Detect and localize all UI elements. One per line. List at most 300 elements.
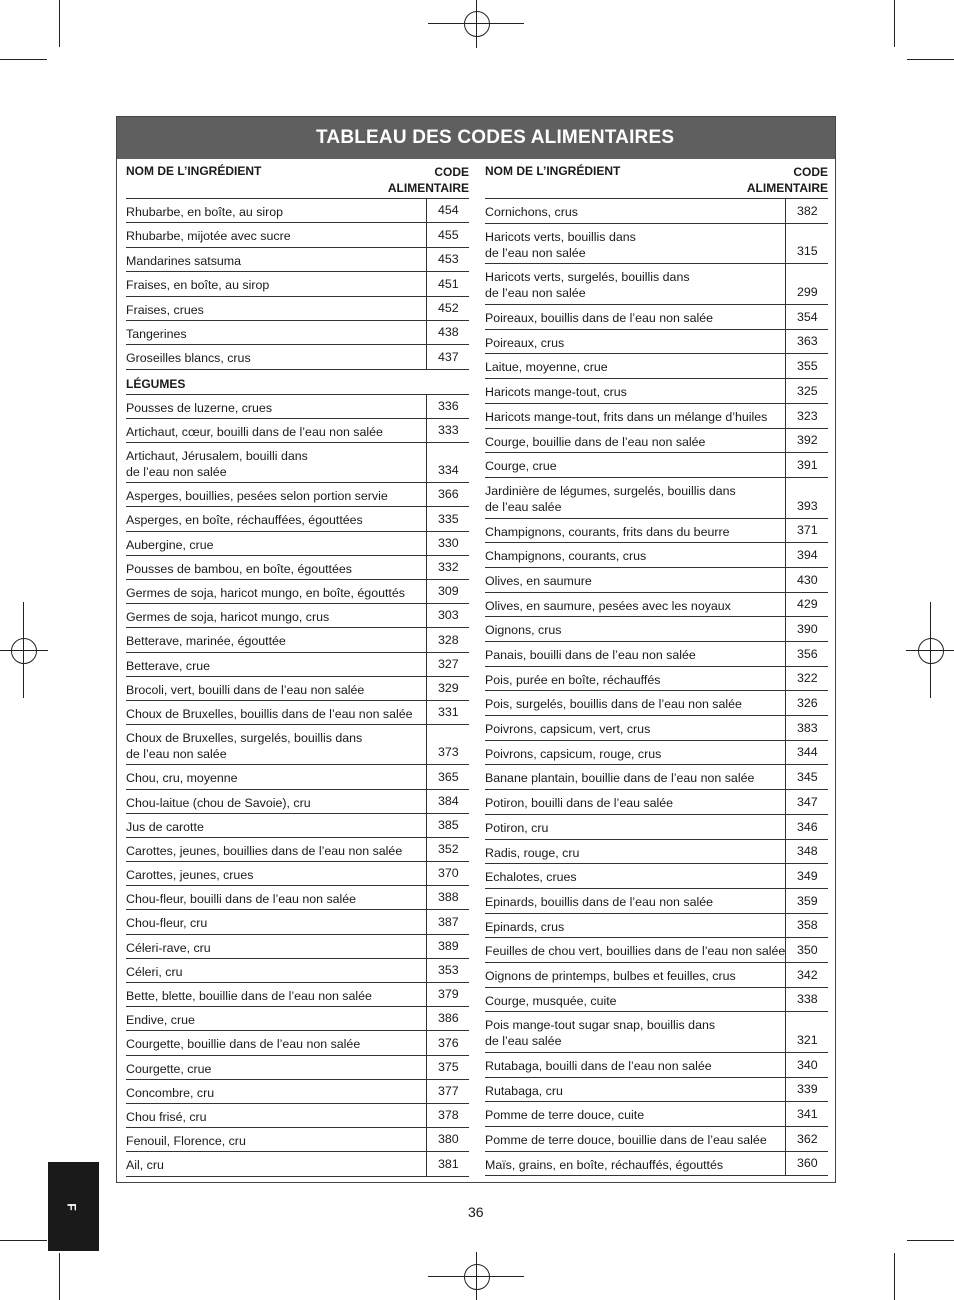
food-code-cell [785, 478, 828, 518]
food-code-cell [426, 725, 469, 764]
food-code-cell [785, 667, 828, 691]
food-code: 326 [797, 696, 818, 711]
food-code-cell [426, 910, 469, 933]
food-code: 390 [797, 622, 818, 636]
food-code: 341 [797, 1107, 818, 1122]
ingredient-name: Haricots mange-tout, crus [485, 385, 627, 400]
table-row [485, 224, 828, 265]
ingredient-name: Endive, crue [126, 1013, 195, 1028]
food-code: 379 [438, 987, 459, 1002]
food-code: 375 [438, 1059, 459, 1074]
table-row [485, 354, 828, 379]
table-row [126, 556, 469, 580]
table-row [485, 1012, 828, 1053]
food-code-cell [785, 519, 828, 543]
table-row [485, 642, 828, 667]
ingredient-name: Cornichons, crus [485, 205, 578, 219]
food-code: 360 [797, 1156, 818, 1171]
ingredient-name: Chou, cru, moyenne [126, 771, 238, 786]
food-code: 354 [797, 309, 818, 324]
ingredient-name: Asperges, en boîte, réchauffées, égouttées [126, 513, 363, 528]
food-code-cell [785, 543, 828, 567]
table-row [485, 765, 828, 790]
food-code-cell [426, 272, 469, 295]
ingredient-name: Haricots verts, surgelés, bouillis dans de l’eau non salée [485, 270, 690, 301]
food-code-cell [785, 1053, 828, 1077]
food-code-cell [426, 1104, 469, 1127]
food-code: 365 [438, 769, 459, 784]
ingredient-name: Poivrons, capsicum, rouge, crus [485, 746, 662, 761]
ingredient-name: Brocoli, vert, bouilli dans de l’eau non salée [126, 682, 365, 697]
table-row [485, 199, 828, 224]
food-code-cell [426, 959, 469, 982]
food-code-cell [785, 1127, 828, 1151]
ingredient-name: Courge, crue [485, 459, 557, 474]
food-code: 366 [438, 487, 459, 502]
food-code-cell [785, 617, 828, 641]
ingredient-name: Laitue, moyenne, crue [485, 360, 608, 375]
table-row [485, 453, 828, 478]
food-code-cell [785, 354, 828, 378]
food-code: 438 [438, 325, 459, 340]
page-number: 36 [468, 1204, 484, 1220]
crop-mark [907, 1240, 954, 1241]
ingredient-name: Pomme de terre douce, cuite [485, 1108, 645, 1123]
food-code: 346 [797, 819, 818, 834]
food-code-cell [426, 765, 469, 788]
food-code-cell [785, 642, 828, 666]
food-code: 344 [797, 745, 818, 760]
registration-circle-icon [11, 638, 37, 664]
food-code: 393 [797, 498, 818, 513]
ingredient-name: Germes de soja, haricot mungo, crus [126, 610, 330, 625]
table-row [485, 617, 828, 642]
vegetable-rows [126, 395, 469, 1177]
ingredient-name: Choux de Bruxelles, surgelés, bouillis dans de l’eau non salée [126, 731, 363, 762]
crop-mark [59, 0, 60, 47]
food-code: 455 [438, 227, 459, 242]
ingredient-name: Olives, en saumure, pesées avec les noyaux [485, 598, 731, 613]
food-code: 315 [797, 244, 818, 259]
food-code-cell [785, 1012, 828, 1052]
food-code-cell [426, 1152, 469, 1175]
table-row [126, 1007, 469, 1031]
food-code-cell [426, 248, 469, 271]
vegetable-rows [485, 199, 828, 1176]
food-code: 394 [797, 547, 818, 562]
ingredient-name: Courge, bouillie dans de l’eau non salée [485, 434, 706, 449]
food-code-cell [785, 330, 828, 354]
food-code: 384 [438, 793, 459, 808]
food-code-cell [785, 815, 828, 839]
table-row [485, 429, 828, 454]
food-code: 377 [438, 1083, 459, 1098]
ingredient-name: Aubergine, crue [126, 537, 214, 552]
food-code-cell [426, 701, 469, 724]
table-row [485, 864, 828, 889]
left-column [126, 160, 469, 1177]
food-code-cell [426, 395, 469, 418]
food-code: 376 [438, 1035, 459, 1050]
table-row [485, 988, 828, 1013]
ingredient-name: Courgette, bouillie dans de l’eau non salée [126, 1037, 361, 1052]
food-code: 358 [797, 918, 818, 933]
ingredient-name: Rhubarbe, mijotée avec sucre [126, 229, 291, 244]
food-code: 349 [797, 868, 818, 883]
ingredient-name: Panais, bouilli dans de l’eau non salée [485, 648, 696, 662]
food-code: 342 [797, 967, 818, 982]
food-code: 386 [438, 1011, 459, 1026]
food-code: 355 [797, 359, 818, 374]
food-code-cell [785, 988, 828, 1012]
ingredient-name: Champignons, courants, frits dans du beurre [485, 524, 730, 539]
ingredient-name: Epinards, bouillis dans de l’eau non salée [485, 894, 714, 909]
table-row [126, 321, 469, 345]
food-code-cell [785, 264, 828, 304]
ingredient-name: Jardinière de légumes, surgelés, bouillis dans de l’eau salée [485, 483, 736, 514]
food-code: 363 [797, 334, 818, 349]
food-code-cell [785, 963, 828, 987]
food-code: 335 [438, 511, 459, 526]
table-row [126, 1128, 469, 1152]
table-row [485, 938, 828, 963]
food-code-cell [426, 628, 469, 651]
ingredient-name: Chou-laitue (chou de Savoie), cru [126, 795, 311, 810]
food-code-cell [426, 556, 469, 579]
table-row [485, 840, 828, 865]
registration-circle-icon [464, 11, 490, 37]
food-code-cell [426, 838, 469, 861]
ingredient-name: Tangerines [126, 326, 187, 341]
food-code-cell [426, 814, 469, 837]
table-row [126, 580, 469, 604]
table-header [126, 160, 469, 199]
food-code-cell [426, 1128, 469, 1151]
food-code-cell [426, 604, 469, 627]
ingredient-name: Courgette, crue [126, 1061, 212, 1076]
food-code-cell [426, 790, 469, 813]
food-code-cell [785, 765, 828, 789]
table-row [485, 716, 828, 741]
header-name: NOM DE L’INGRÉDIENT [485, 164, 621, 178]
food-code-cell [785, 568, 828, 592]
food-code-cell [426, 1031, 469, 1054]
ingredient-name: Oignons de printemps, bulbes et feuilles, crus [485, 968, 736, 983]
food-code: 339 [797, 1082, 818, 1097]
table-row [485, 519, 828, 544]
food-code: 340 [797, 1057, 818, 1072]
table-row [485, 1053, 828, 1078]
ingredient-name: Artichaut, Jérusalem, bouilli dans de l’eau non salée [126, 449, 308, 480]
food-code: 336 [438, 398, 459, 413]
table-row [485, 543, 828, 568]
table-row [485, 914, 828, 939]
table-row [126, 959, 469, 983]
table-row [485, 963, 828, 988]
language-tab-label: F [64, 1203, 79, 1211]
food-code-cell [785, 1152, 828, 1176]
food-code-cell [785, 889, 828, 913]
crop-mark [0, 1240, 47, 1241]
food-code-cell [426, 1080, 469, 1103]
food-code-cell [426, 886, 469, 909]
table-row [126, 1080, 469, 1104]
fruit-rows [126, 199, 469, 370]
food-code: 387 [438, 914, 459, 929]
food-code-cell [785, 404, 828, 428]
table-row [485, 1078, 828, 1103]
food-code: 299 [797, 285, 818, 300]
food-code: 356 [797, 646, 818, 661]
food-code: 348 [797, 844, 818, 859]
ingredient-name: Pois, surgelés, bouillis dans de l’eau non salée [485, 697, 742, 712]
crop-mark [59, 1253, 60, 1300]
header-name: NOM DE L’INGRÉDIENT [126, 164, 262, 178]
food-code-cell [426, 199, 469, 222]
crop-mark [894, 0, 895, 47]
food-code: 321 [797, 1033, 818, 1047]
table-row [485, 1127, 828, 1152]
crop-mark [907, 59, 954, 60]
ingredient-name: Olives, en saumure [485, 573, 592, 588]
table-row [126, 297, 469, 321]
page-title: TABLEAU DES CODES ALIMENTAIRES [316, 127, 675, 148]
table-row [485, 305, 828, 330]
food-code-cell [426, 532, 469, 555]
food-code: 347 [797, 794, 818, 809]
food-code-cell [426, 1007, 469, 1030]
ingredient-name: Potiron, cru [485, 820, 549, 835]
food-code: 429 [797, 597, 818, 612]
food-code-cell [785, 938, 828, 962]
food-code: 330 [438, 535, 459, 550]
food-code-cell [426, 507, 469, 530]
food-code-cell [785, 199, 828, 223]
ingredient-name: Banane plantain, bouillie dans de l’eau non salée [485, 771, 755, 786]
food-code: 338 [797, 992, 818, 1007]
table-row [485, 593, 828, 618]
food-code: 454 [438, 203, 459, 218]
ingredient-name: Potiron, bouilli dans de l’eau salée [485, 796, 674, 811]
food-code: 380 [438, 1132, 459, 1147]
ingredient-name: Poireaux, bouillis dans de l’eau non salée [485, 311, 714, 326]
ingredient-name: Betterave, marinée, égouttée [126, 634, 286, 649]
food-code-cell [426, 345, 469, 368]
food-code: 430 [797, 572, 818, 587]
table-row [126, 532, 469, 556]
ingredient-name: Poireaux, crus [485, 335, 565, 350]
food-code: 370 [438, 866, 459, 881]
ingredient-name: Concombre, cru [126, 1085, 215, 1100]
section-vegetables: LÉGUMES [126, 370, 469, 395]
table-row [126, 419, 469, 443]
ingredient-name: Rutabaga, bouilli dans de l’eau non salée [485, 1059, 712, 1073]
ingredient-name: Oignons, crus [485, 623, 562, 638]
food-code-cell [785, 1078, 828, 1102]
table-row [126, 935, 469, 959]
food-code-cell [426, 419, 469, 442]
table-row [126, 628, 469, 652]
food-code-cell [426, 1056, 469, 1079]
food-code-cell [426, 321, 469, 344]
ingredient-name: Céleri, cru [126, 964, 183, 979]
ingredient-name: Céleri-rave, cru [126, 940, 211, 955]
title-bar [117, 117, 835, 159]
food-code: 381 [438, 1156, 459, 1171]
food-code-cell [426, 483, 469, 506]
food-code: 353 [438, 963, 459, 978]
ingredient-name: Betterave, crue [126, 658, 211, 673]
food-code: 392 [797, 433, 818, 448]
food-code: 373 [438, 745, 459, 760]
table-row [485, 330, 828, 355]
ingredient-name: Courge, musquée, cuite [485, 993, 617, 1008]
table-row [126, 765, 469, 789]
food-code: 371 [797, 523, 818, 538]
food-code: 334 [438, 463, 459, 478]
crop-mark [0, 59, 47, 60]
table-row [126, 862, 469, 886]
table-row [126, 223, 469, 247]
table-row [126, 345, 469, 369]
food-code: 382 [797, 203, 818, 218]
ingredient-name: Carottes, jeunes, crues [126, 868, 254, 883]
food-code-cell [426, 983, 469, 1006]
ingredient-name: Echalotes, crues [485, 870, 577, 885]
food-code: 391 [797, 457, 818, 472]
food-code: 328 [438, 632, 459, 647]
ingredient-name: Ail, cru [126, 1158, 164, 1173]
header-code: CODE ALIMENTAIRE [746, 165, 828, 195]
ingredient-name: Chou frisé, cru [126, 1109, 207, 1124]
table-row [126, 983, 469, 1007]
table-row [126, 443, 469, 483]
table-row [485, 889, 828, 914]
ingredient-name: Asperges, bouillies, pesées selon portion servie [126, 489, 388, 504]
ingredient-name: Fraises, en boîte, au sirop [126, 278, 270, 293]
table-row [485, 478, 828, 519]
ingredient-name: Haricots mange-tout, frits dans un mélange d’huiles [485, 409, 768, 424]
ingredient-name: Rhubarbe, en boîte, au sirop [126, 205, 284, 219]
food-code-cell [785, 379, 828, 403]
table-header [485, 160, 828, 199]
food-code-cell [785, 453, 828, 477]
table-row [485, 1152, 828, 1177]
table-row [126, 677, 469, 701]
food-code: 327 [438, 656, 459, 671]
ingredient-name: Radis, rouge, cru [485, 845, 580, 860]
food-code: 452 [438, 300, 459, 315]
food-code: 322 [797, 671, 818, 686]
food-code-cell [785, 716, 828, 740]
food-code: 451 [438, 276, 459, 291]
ingredient-name: Mandarines satsuma [126, 253, 242, 268]
food-code-cell [785, 305, 828, 329]
food-code: 389 [438, 938, 459, 953]
table-row [485, 1102, 828, 1127]
food-code-cell [426, 443, 469, 482]
table-row [485, 815, 828, 840]
food-code-cell [785, 864, 828, 888]
food-code-cell [785, 914, 828, 938]
ingredient-name: Jus de carotte [126, 819, 204, 834]
ingredient-name: Pousses de luzerne, crues [126, 400, 273, 415]
table-row [126, 1152, 469, 1176]
ingredient-name: Pomme de terre douce, bouillie dans de l’eau salée [485, 1133, 767, 1148]
header-code: CODE ALIMENTAIRE [387, 165, 469, 195]
ingredient-name: Pois, purée en boîte, réchauffés [485, 672, 661, 687]
ingredient-name: Champignons, courants, crus [485, 549, 647, 564]
food-code: 332 [438, 560, 459, 575]
ingredient-name: Poivrons, capsicum, vert, crus [485, 722, 651, 737]
food-code: 352 [438, 842, 459, 857]
table-row [126, 199, 469, 223]
language-tab [48, 1162, 99, 1251]
food-code: 323 [797, 408, 818, 423]
food-code: 453 [438, 252, 459, 267]
table-row [485, 264, 828, 305]
table-row [126, 725, 469, 765]
table-row [126, 790, 469, 814]
ingredient-name: Rutabaga, cru [485, 1083, 563, 1098]
food-code: 383 [797, 720, 818, 735]
table-row [126, 838, 469, 862]
right-column [485, 160, 828, 1176]
ingredient-name: Carottes, jeunes, bouillies dans de l’eau non salée [126, 843, 403, 858]
table-row [126, 814, 469, 838]
table-row [126, 604, 469, 628]
table-row [485, 790, 828, 815]
ingredient-name: Maïs, grains, en boîte, réchauffés, égouttés [485, 1157, 724, 1172]
table-row [126, 886, 469, 910]
table-row [485, 404, 828, 429]
ingredient-name: Artichaut, cœur, bouilli dans de l’eau non salée [126, 424, 383, 439]
food-code-cell [426, 297, 469, 320]
registration-circle-icon [918, 638, 944, 664]
table-row [126, 910, 469, 934]
table-row [485, 741, 828, 766]
food-code: 345 [797, 770, 818, 785]
table-row [485, 568, 828, 593]
table-row [126, 395, 469, 419]
table-row [126, 248, 469, 272]
table-row [126, 653, 469, 677]
ingredient-name: Fraises, crues [126, 302, 204, 317]
ingredient-name: Choux de Bruxelles, bouillis dans de l’eau non salée [126, 706, 413, 721]
registration-circle-icon [464, 1264, 490, 1290]
table-row [126, 1031, 469, 1055]
food-code-cell [785, 691, 828, 715]
food-code: 325 [797, 383, 818, 398]
food-code: 362 [797, 1131, 818, 1146]
food-code-cell [426, 862, 469, 885]
food-code-cell [785, 429, 828, 453]
table-row [126, 483, 469, 507]
table-row [126, 701, 469, 725]
food-code: 333 [438, 423, 459, 438]
ingredient-name: Pousses de bambou, en boîte, égouttées [126, 561, 352, 576]
table-row [126, 272, 469, 296]
food-code-cell [785, 790, 828, 814]
crop-mark [894, 1253, 895, 1300]
food-code-cell [426, 935, 469, 958]
food-code-cell [426, 580, 469, 603]
food-code-cell [426, 677, 469, 700]
food-code-cell [426, 223, 469, 246]
table-row [485, 667, 828, 692]
food-code: 303 [438, 608, 459, 623]
ingredient-name: Groseilles blancs, crus [126, 351, 251, 366]
